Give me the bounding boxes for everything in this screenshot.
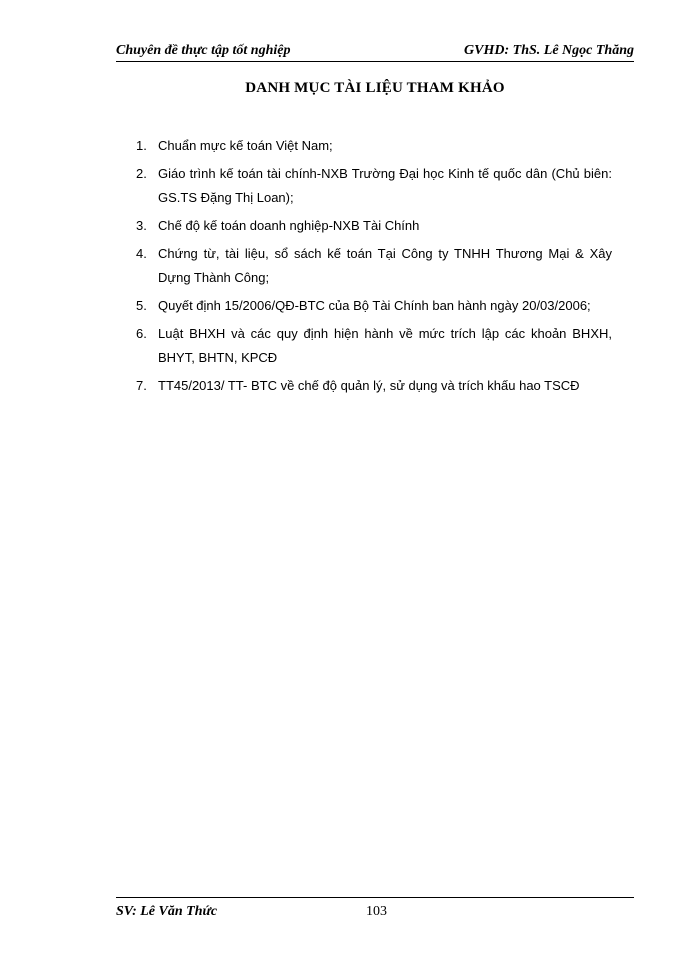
reference-item bbox=[136, 242, 612, 290]
reference-item bbox=[136, 294, 612, 318]
reference-item bbox=[136, 134, 612, 158]
reference-number: 5. bbox=[136, 298, 147, 313]
reference-text: Luật BHXH và các quy định hiện hành về mức trích lập các khoản BHXH, BHYT, BHTN, KPCĐ bbox=[158, 326, 612, 365]
reference-item bbox=[136, 214, 612, 238]
reference-number: 3. bbox=[136, 218, 147, 233]
reference-text: TT45/2013/ TT- BTC về chế độ quản lý, sử dụng và trích khấu hao TSCĐ bbox=[158, 378, 580, 393]
reference-text: Giáo trình kế toán tài chính-NXB Trường Đại học Kinh tế quốc dân (Chủ biên: GS.TS Đặng Thị Loan); bbox=[158, 166, 612, 205]
reference-number: 4. bbox=[136, 246, 147, 261]
reference-item bbox=[136, 374, 612, 398]
reference-text: Chứng từ, tài liệu, sổ sách kế toán Tại Công ty TNHH Thương Mại & Xây Dựng Thành Công; bbox=[158, 246, 612, 285]
reference-item bbox=[136, 162, 612, 210]
header-report-title: Chuyên đề thực tập tốt nghiệp bbox=[116, 43, 291, 58]
reference-text: Chuẩn mực kế toán Việt Nam; bbox=[158, 138, 333, 153]
page-number: 103 bbox=[366, 904, 387, 919]
page-header bbox=[116, 38, 634, 62]
reference-list bbox=[136, 134, 612, 402]
reference-text: Chế độ kế toán doanh nghiệp-NXB Tài Chính bbox=[158, 218, 420, 233]
page-title: DANH MỤC TÀI LIỆU THAM KHẢO bbox=[245, 80, 505, 96]
page-footer bbox=[116, 897, 634, 922]
reference-number: 1. bbox=[136, 138, 147, 153]
reference-number: 6. bbox=[136, 326, 147, 341]
reference-item bbox=[136, 322, 612, 370]
footer-student-name: SV: Lê Văn Thức bbox=[116, 904, 218, 919]
reference-number: 2. bbox=[136, 166, 147, 181]
header-supervisor: GVHD: ThS. Lê Ngọc Thăng bbox=[464, 43, 634, 58]
reference-number: 7. bbox=[136, 378, 147, 393]
reference-text: Quyết định 15/2006/QĐ-BTC của Bộ Tài Chính ban hành ngày 20/03/2006; bbox=[158, 298, 591, 313]
